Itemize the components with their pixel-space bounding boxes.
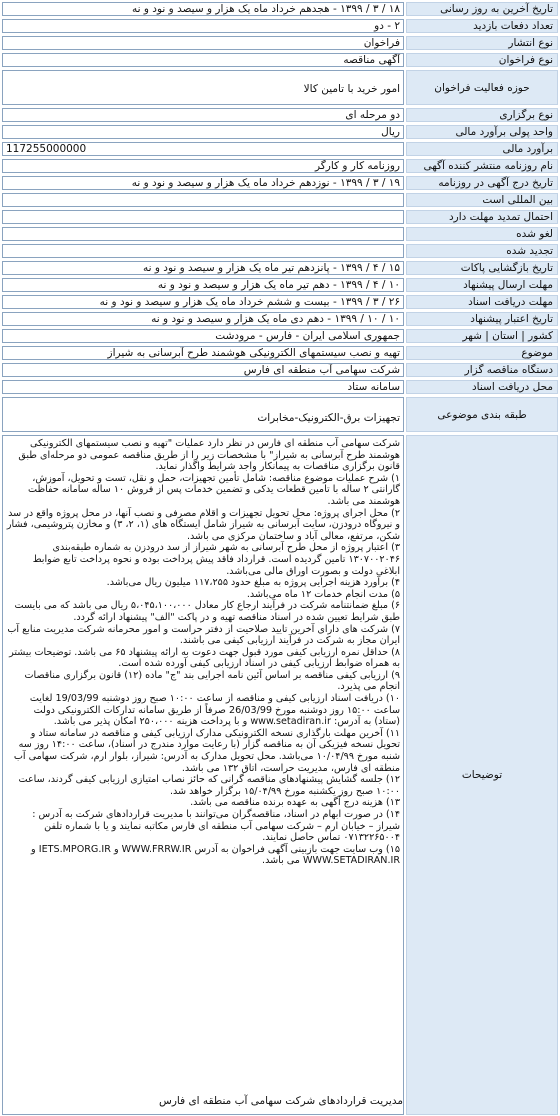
cancelled-value: [2, 227, 404, 241]
description-paragraph: ۱۱) آخرین مهلت بارگذاری نسخه الکترونیکی مدارک ارزیابی کیفی و مناقصه در سامانه ستاد و تحویل نسخه فیزیکی آن به مناقصه گزار (با رعایت موارد مندرج در اسناد)، ساعت ۱۴:۰۰ روز سه شنبه مورخ ۱۰/۰۴/۹۹ می‌باشد. محل تحویل مدارک به آدرس: شیراز، بلوار ارم، شرکت سهامی آب منطقه ای فارس، مدیریت حراست، اتاق ۱۳۲ می باشد.: [13, 727, 400, 774]
description-paragraph: ۳) اعتبار پروژه از محل طرح آبرسانی به شهر شیراز از سد درودزن به شماره طبقه‌بندی ۱۳۰۷۰۰۲۰۴۶ تامین گردیده است. قرارداد فاقد پیش پرداخت بوده و نحوه پرداخت تابع ضوابط ابلاغی دولت و بصورت اوراق مالی می‌باشد.: [32, 542, 400, 577]
classification-label: طبقه بندی موضوعی: [406, 397, 558, 432]
row-publish-type: [0, 34, 560, 51]
row-last-update: [0, 0, 560, 17]
row-cancelled: [0, 225, 560, 242]
description-value: [2, 435, 404, 1115]
call-type-label: نوع فراخوان: [406, 53, 558, 67]
row-activity-field: [0, 68, 560, 106]
extension-value: [2, 210, 404, 224]
description-paragraph: ۵) مدت انجام خدمات ۱۲ ماه می‌باشد.: [246, 588, 400, 600]
row-renewed: [0, 242, 560, 259]
newspaper-date-label: تاریخ درج آگهی در روزنامه: [406, 176, 558, 190]
cancelled-label: لغو شده: [406, 227, 558, 241]
submission-deadline-value: ۱۰ / ۴ / ۱۳۹۹ - دهم تیر ماه یک هزار و سیصد و نود و نه: [2, 278, 404, 292]
activity-field-value: امور خرید با تامین کالا: [2, 70, 404, 105]
visit-count-label: تعداد دفعات بازدید: [406, 19, 558, 33]
description-paragraph: ۱۳) هزینه درج آگهی به عهده برنده مناقصه می باشد.: [190, 797, 400, 809]
location-value: جمهوری اسلامی ایران - فارس - مرودشت: [2, 329, 404, 343]
row-international: [0, 191, 560, 208]
description-paragraph: ۲) محل اجرای پروژه: محل تحویل تجهیزات و اقلام مصرفی و نصب آنها، در محل پروژه واقع در سد و نیروگاه درودزن، سایت آبرسانی به شیراز شامل ایستگاه های (۱، ۲، ۳) و مخازن پتروشیمی، فشار شکن، مرتفع، معالی آباد و ساختمان مرکزی می باشد.: [6, 507, 400, 542]
row-newspaper: [0, 157, 560, 174]
description-paragraph: ۸) حداقل نمره ارزیابی کیفی مورد قبول جهت دعوت به ارائه پیشنهاد ۶۵ می باشد. توضیحات بیشتر به همراه ضوابط ارزیابی کیفی در اسناد ارزیابی کیفی آورده شده است.: [9, 646, 400, 670]
currency-value: ریال: [2, 125, 404, 139]
opening-date-value: ۱۵ / ۴ / ۱۳۹۹ - پانزدهم تیر ماه یک هزار و سیصد و نود و نه: [2, 261, 404, 275]
description-footer: مدیریت قراردادهای شرکت سهامی آب منطقه ای فارس: [159, 1095, 403, 1108]
description-paragraph: ۱۰) دریافت اسناد ارزیابی کیفی و مناقصه از ساعت ۱۰:۰۰ صبح روز دوشنبه 19/03/99 لغایت ساعت ۱۵:۰۰ روز دوشنبه مورخ 26/03/99 صرفاً از طریق سامانه تدارکات الکترونیکی دولت (ستاد) به آدرس: www.setadiran.ir و با پرداخت هزینه ۲۵۰،۰۰۰ امکان پذیر می باشد.: [29, 693, 400, 728]
publish-type-label: نوع انتشار: [406, 36, 558, 50]
renewed-label: تجدید شده: [406, 244, 558, 258]
publish-type-value: فراخوان: [2, 36, 404, 50]
last-update-value: ۱۸ / ۳ / ۱۳۹۹ - هجدهم خرداد ماه یک هزار و سیصد و نود و نه: [2, 2, 404, 16]
description-paragraph: ۹) ارزیابی کیفی مناقصه بر اساس آئین نامه اجرایی بند "ج" ماده (۱۲) قانون برگزاری مناقصات انجام می پذیرد.: [24, 669, 400, 693]
last-update-label: تاریخ آخرین به روز رسانی: [406, 2, 558, 16]
row-visit-count: [0, 17, 560, 34]
visit-count-value: ۲ - دو: [2, 19, 404, 33]
description-paragraph: شرکت سهامی آب منطقه ای فارس در نظر دارد عملیات "تهیه و نصب سیستمهای الکترونیکی هوشمند طرح آبرسانی به شیراز" با مشخصات زیر را از طریق مناقصه عمومی دو مرحله‌ای طبق قانون برگزاری مناقصات به پیمانکار واجد شرایط واگذار نماید.: [18, 438, 400, 473]
submission-deadline-label: مهلت ارسال پیشنهاد: [406, 278, 558, 292]
subject-label: موضوع: [406, 346, 558, 360]
activity-field-label: حوزه فعالیت فراخوان: [406, 70, 558, 105]
row-extension: [0, 208, 560, 225]
row-holding-type: [0, 106, 560, 123]
row-estimate: [0, 140, 560, 157]
row-validity-date: [0, 310, 560, 327]
newspaper-date-value: ۱۹ / ۳ / ۱۳۹۹ - نوزدهم خرداد ماه یک هزار و سیصد و نود و نه: [2, 176, 404, 190]
description-paragraph: ۱۵) وب سایت جهت بازبینی آگهی فراخوان به آدرس WWW.FRRW.IR و IETS.MPORG.IR و WWW.SETADIRAN.IR می باشد.: [31, 843, 400, 867]
description-paragraph: ۱۴) در صورت ابهام در اسناد، مناقصه‌گران می‌توانند با مدیریت قراردادهای شرکت به آدرس : شیراز – خیابان ارم – شرکت سهامی آب منطقه ای فارس مکاتبه نمایند و یا با شماره تلفن ۰۷۱۳۲۲۶۵۰۰۴ تماس حاصل نمایند.: [32, 809, 400, 844]
row-opening-date: [0, 259, 560, 276]
renewed-value: [2, 244, 404, 258]
documents-place-label: محل دریافت اسناد: [406, 380, 558, 394]
row-subject: [0, 344, 560, 361]
row-call-type: [0, 51, 560, 68]
row-description: [0, 433, 560, 1116]
organizer-value: شرکت سهامی آب منطقه ای فارس: [2, 363, 404, 377]
row-submission-deadline: [0, 276, 560, 293]
holding-type-label: نوع برگزاری: [406, 108, 558, 122]
row-classification: [0, 395, 560, 433]
currency-label: واحد پولی برآورد مالی: [406, 125, 558, 139]
call-type-value: آگهی مناقصه: [2, 53, 404, 67]
international-label: بین المللی است: [406, 193, 558, 207]
description-paragraph: ۷) شرکت های دارای آخرین تایید صلاحیت از دفتر حراست و امور محرمانه شرکت مدیریت منابع آب ایران مجاز به شرکت در فرآیند ارزیابی کیفی می باشند.: [7, 623, 400, 647]
extension-label: احتمال تمدید مهلت دارد: [406, 210, 558, 224]
international-value: [2, 193, 404, 207]
documents-place-value: سامانه ستاد: [2, 380, 404, 394]
documents-deadline-value: ۲۶ / ۳ / ۱۳۹۹ - بیست و ششم خرداد ماه یک هزار و سیصد و نود و نه: [2, 295, 404, 309]
opening-date-label: تاریخ بازگشایی پاکات: [406, 261, 558, 275]
row-currency: [0, 123, 560, 140]
documents-deadline-label: مهلت دریافت اسناد: [406, 295, 558, 309]
location-label: کشور | استان | شهر: [406, 329, 558, 343]
classification-value: تجهیزات برق-الکترونیک-مخابرات: [2, 397, 404, 432]
newspaper-label: نام روزنامه منتشر کننده آگهی: [406, 159, 558, 173]
holding-type-value: دو مرحله ای: [2, 108, 404, 122]
newspaper-value: روزنامه کار و کارگر: [2, 159, 404, 173]
row-documents-place: [0, 378, 560, 395]
row-newspaper-date: [0, 174, 560, 191]
description-paragraph: ۱۲) جلسه گشایش پیشنهادهای مناقصه گرانی که حائز نصاب امتیازی ارزیابی کیفی گردند، ساعت ۱۰:۰۰ صبح روز یکشنبه مورخ ۱۵/۰۴/۹۹ برگزار خواهد شد.: [18, 774, 400, 797]
row-documents-deadline: [0, 293, 560, 310]
validity-date-value: ۱۰ / ۱۰ / ۱۳۹۹ - دهم دی ماه یک هزار و سیصد و نود و نه: [2, 312, 404, 326]
description-label: توضیحات: [406, 435, 558, 1115]
validity-date-label: تاریخ اعتبار پیشنهاد: [406, 312, 558, 326]
organizer-label: دستگاه مناقصه گزار: [406, 363, 558, 377]
subject-value: تهیه و نصب سیستمهای الکترونیکی هوشمند طرح آبرسانی به شیراز: [2, 346, 404, 360]
row-location: [0, 327, 560, 344]
description-paragraph: ۶) مبلغ ضمانتنامه شرکت در فرآیند ارجاع کار معادل ۵،۰۴۵،۱۰۰،۰۰۰ ریال می باشد که می بایست طبق شرایط تعیین شده در اسناد مناقصه تهیه و در پاکت "الف" پیشنهاد ارائه گردد.: [14, 600, 400, 623]
estimate-value: 117255000000: [2, 142, 404, 156]
description-paragraph: ۴) برآورد هزینه اجرایی پروژه به مبلغ حدود ۱۱۷،۲۵۵ میلیون ریال می‌باشد.: [106, 577, 400, 589]
estimate-label: برآورد مالی: [406, 142, 558, 156]
row-organizer: [0, 361, 560, 378]
description-paragraph: ۱) شرح عملیات موضوع مناقصه: شامل تأمین تجهیزات، حمل و نقل، تست و تحویل، آموزش، گارانتی ۲ ساله با تامین قطعات یدکی و تضمین خدمات پس از فروش ۱۰ ساله سامانه حفاظت هوشمند می باشد.: [28, 472, 400, 507]
